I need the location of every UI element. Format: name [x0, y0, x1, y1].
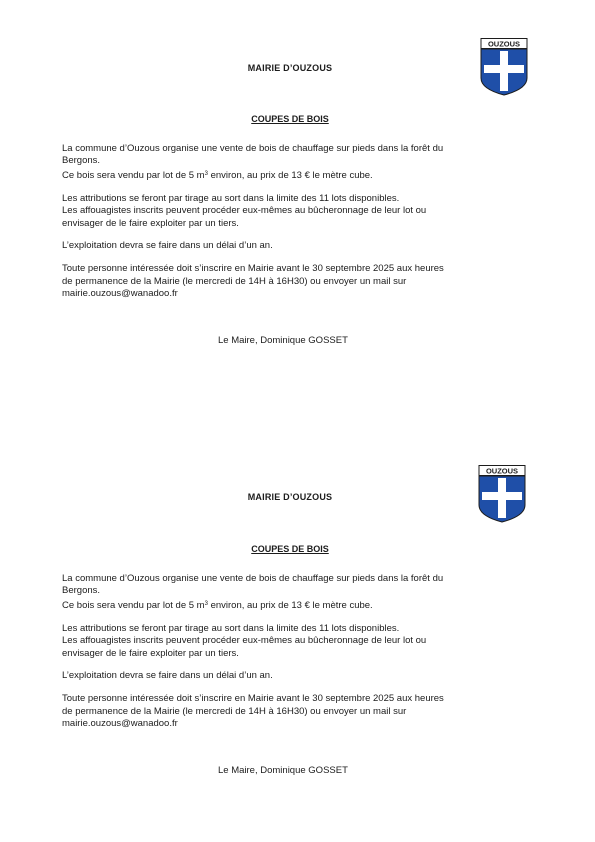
text-line: Les attributions se feront par tirage au sort dans la limite des 11 lots disponibles.	[62, 192, 400, 204]
paragraph-sale	[62, 143, 532, 182]
text-line: Les attributions se feront par tirage au sort dans la limite des 11 lots disponibles.	[62, 622, 400, 634]
text-line: Toute personne intéressée doit s’inscrire en Mairie avant le 30 septembre 2025 aux heures	[62, 693, 444, 705]
text-line: de permanence de la Mairie (le mercredi de 14H à 16H30) ou envoyer un mail sur	[62, 705, 407, 717]
paragraph-sale	[62, 573, 532, 612]
paragraph-registration	[62, 693, 532, 730]
text-line: Toute personne intéressée doit s’inscrire en Mairie avant le 30 septembre 2025 aux heures	[62, 263, 444, 275]
crest-label: OUZOUS	[487, 39, 521, 49]
text-line: L’exploitation devra se faire dans un délai d’un an.	[62, 240, 273, 252]
signature-line: Le Maire, Dominique GOSSET	[218, 765, 348, 776]
page-title: MAIRIE D’OUZOUS	[247, 492, 333, 502]
section-heading: COUPES DE BOIS	[251, 114, 329, 124]
text-line: Les affouagistes inscrits peuvent procéder eux-mêmes au bûcheronnage de leur lot ou	[62, 635, 427, 647]
cubic-superscript: 3	[204, 600, 208, 607]
paragraph-registration	[62, 263, 532, 300]
page-title: MAIRIE D’OUZOUS	[247, 63, 333, 73]
paragraph-attribution	[62, 623, 532, 660]
email-address: mairie.ouzous@wanadoo.fr	[62, 718, 178, 730]
text-line-price: Ce bois sera vendu par lot de 5 $m^3$ environ, au prix de 13 € le mètre cube.	[62, 599, 373, 611]
text-line-price: Ce bois sera vendu par lot de 5 $m^3$ environ, au prix de 13 € le mètre cube.	[62, 169, 373, 181]
notice-bottom	[0, 426, 595, 826]
paragraph-attribution	[62, 193, 532, 230]
paragraph-delay	[62, 240, 532, 252]
crest-label: OUZOUS	[485, 466, 519, 476]
text-line: envisager de le faire exploiter par un tiers.	[62, 647, 239, 659]
notice-body	[62, 573, 532, 741]
text-line: de permanence de la Mairie (le mercredi de 14H à 16H30) ou envoyer un mail sur	[62, 275, 407, 287]
section-heading: COUPES DE BOIS	[251, 544, 329, 554]
text-line: envisager de le faire exploiter par un tiers.	[62, 217, 239, 229]
text-line: La commune d’Ouzous organise une vente de bois de chauffage sur pieds dans la forêt du	[62, 573, 444, 584]
text-line: Les affouagistes inscrits peuvent procéder eux-mêmes au bûcheronnage de leur lot ou	[62, 205, 427, 217]
notice-body	[62, 143, 532, 311]
cubic-superscript: 3	[204, 170, 208, 177]
text-line: Bergons.	[62, 155, 101, 167]
text-line: L’exploitation devra se faire dans un délai d’un an.	[62, 670, 273, 682]
email-address: mairie.ouzous@wanadoo.fr	[62, 288, 178, 300]
notice-top	[0, 0, 595, 400]
paragraph-delay	[62, 670, 532, 682]
signature-line: Le Maire, Dominique GOSSET	[218, 335, 348, 346]
text-line: La commune d’Ouzous organise une vente de bois de chauffage sur pieds dans la forêt du	[62, 143, 444, 154]
text-line: Bergons.	[62, 585, 101, 597]
